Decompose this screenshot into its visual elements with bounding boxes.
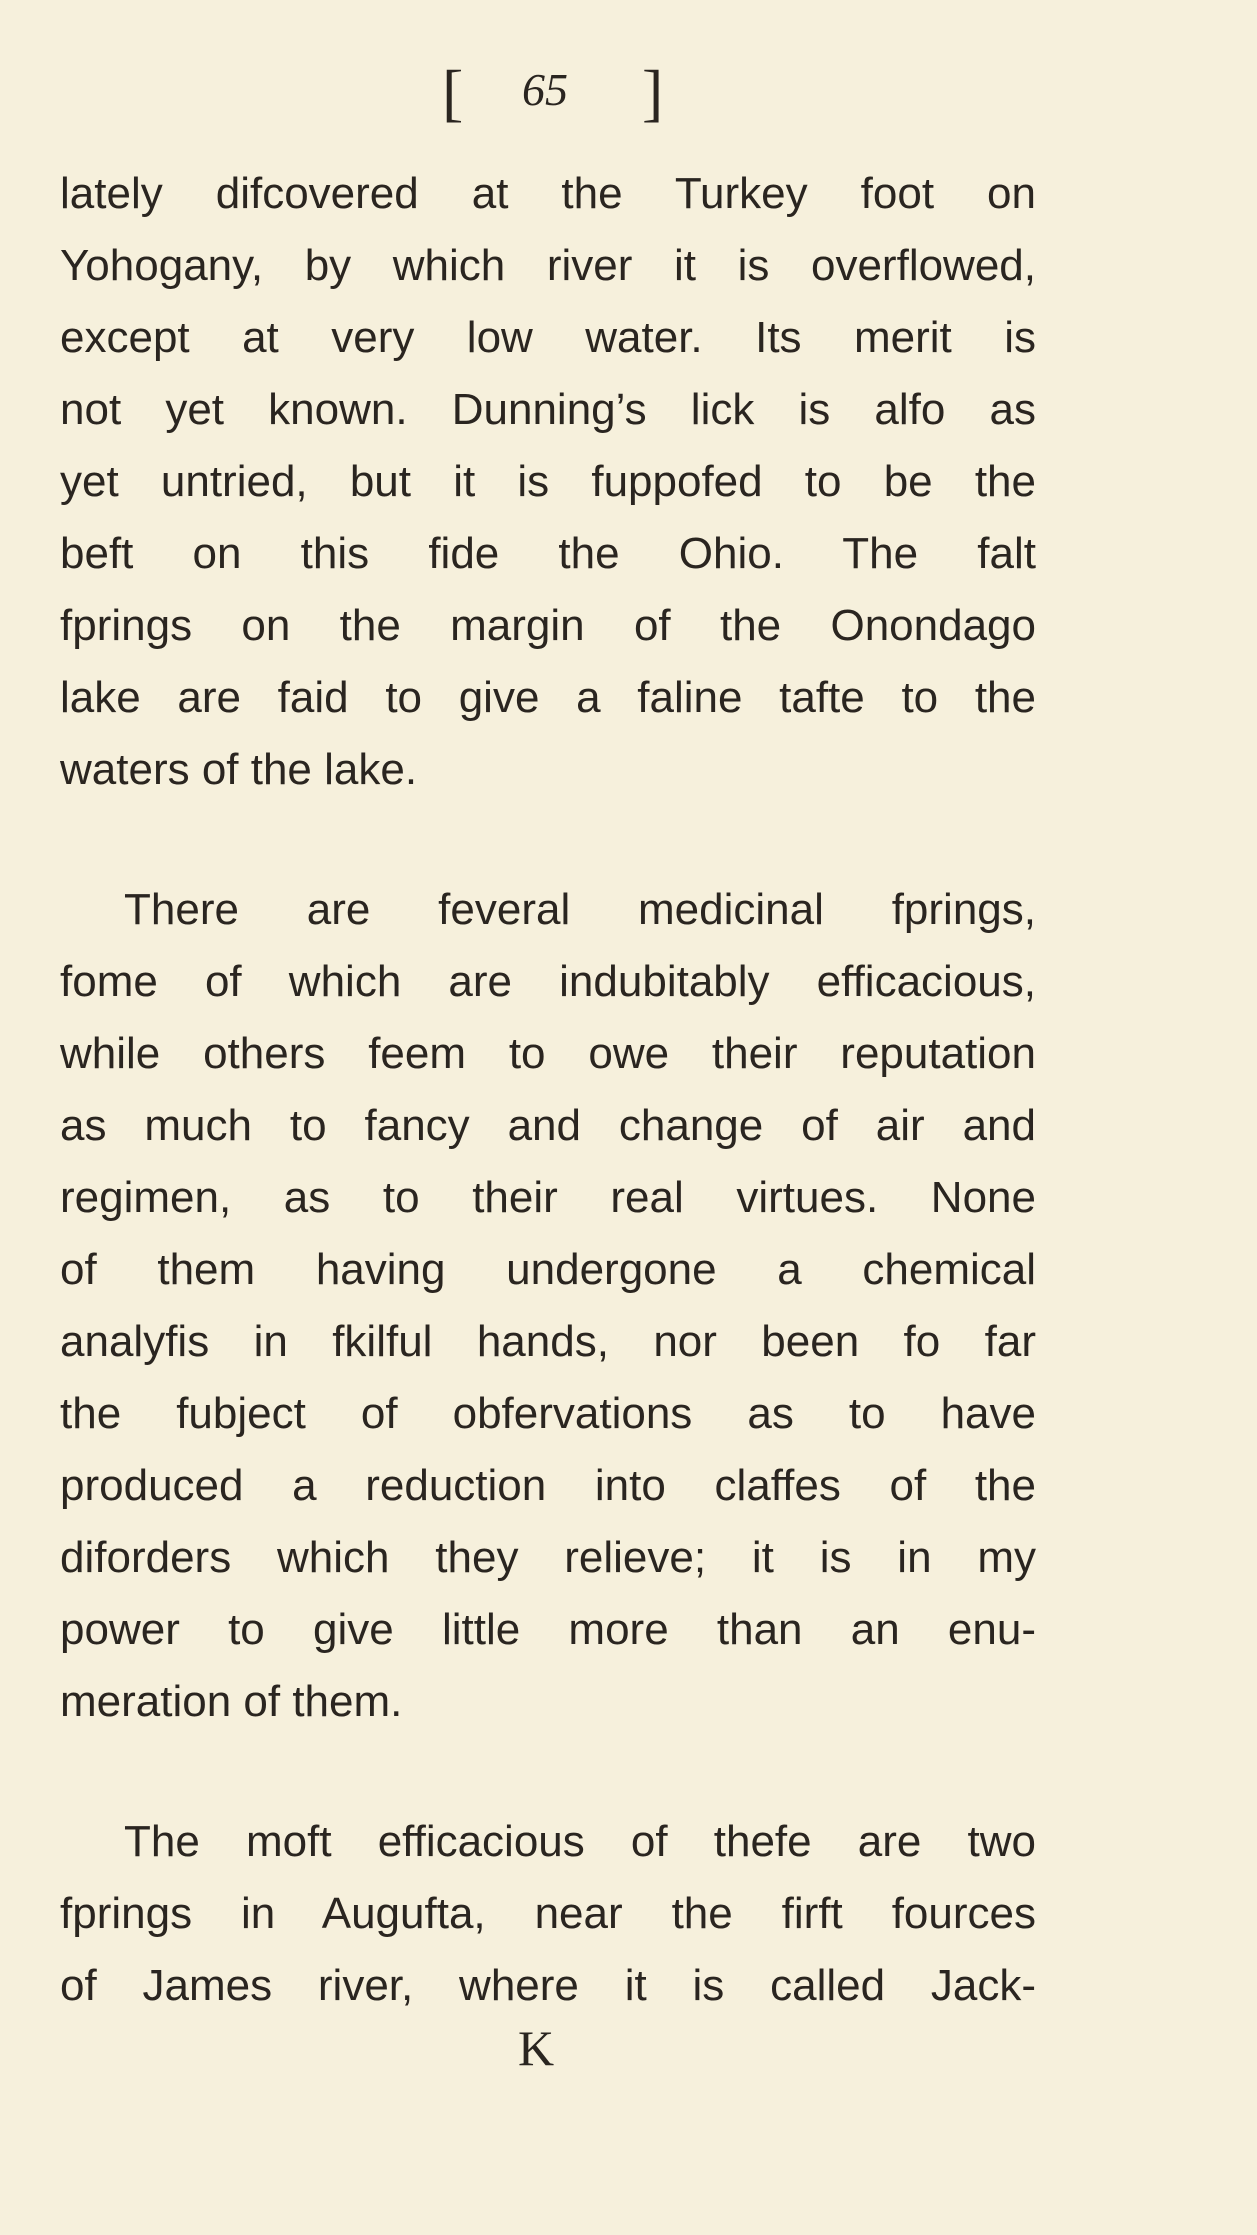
page-number: 65 [522, 64, 568, 115]
text-line: regimen, as to their real virtues. None [60, 1173, 1036, 1222]
text-line: The moft efficacious of thefe are two [124, 1817, 1036, 1866]
open-bracket: [ [442, 57, 464, 128]
signature-mark: K [518, 2020, 555, 2076]
text-line: diforders which they relieve; it is in my [60, 1533, 1036, 1582]
paragraph-1 [60, 158, 1036, 806]
text-line: There are feveral medicinal fprings, [124, 885, 1036, 934]
text-line: except at very low water. Its merit is [60, 313, 1036, 362]
text-line: lake are faid to give a faline tafte to the [60, 673, 1036, 722]
text-line: fome of which are indubitably efficacious, [60, 957, 1036, 1006]
text-line: while others feem to owe their reputation [60, 1029, 1036, 1078]
text-line: not yet known. Dunning’s lick is alfo as [60, 385, 1036, 434]
text-line: analyfis in fkilful hands, nor been fo far [60, 1317, 1036, 1366]
page-header [0, 48, 1257, 138]
text-line: power to give little more than an enu- [60, 1605, 1036, 1654]
text-line: fprings in Augufta, near the firft fources [60, 1889, 1036, 1938]
text-line: as much to fancy and change of air and [60, 1101, 1036, 1150]
close-bracket: ] [642, 57, 664, 128]
text-line: the fubject of obfervations as to have [60, 1389, 1036, 1438]
text-line: of James river, where it is called Jack- [60, 1961, 1036, 2010]
text-line: fprings on the margin of the Onondago [60, 601, 1036, 650]
text-line: meration of them. [60, 1677, 403, 1726]
text-line: of them having undergone a chemical [60, 1245, 1036, 1294]
paragraph-3 [60, 1806, 1036, 2022]
text-line: lately difcovered at the Turkey foot on [60, 169, 1036, 218]
paragraph-2 [60, 874, 1036, 1738]
text-line: produced a reduction into claffes of the [60, 1461, 1036, 1510]
text-line: waters of the lake. [60, 745, 418, 794]
text-line: yet untried, but it is fuppofed to be the [60, 457, 1036, 506]
text-line: beft on this fide the Ohio. The falt [60, 529, 1036, 578]
text-line: Yohogany, by which river it is overflowed, [60, 241, 1036, 290]
